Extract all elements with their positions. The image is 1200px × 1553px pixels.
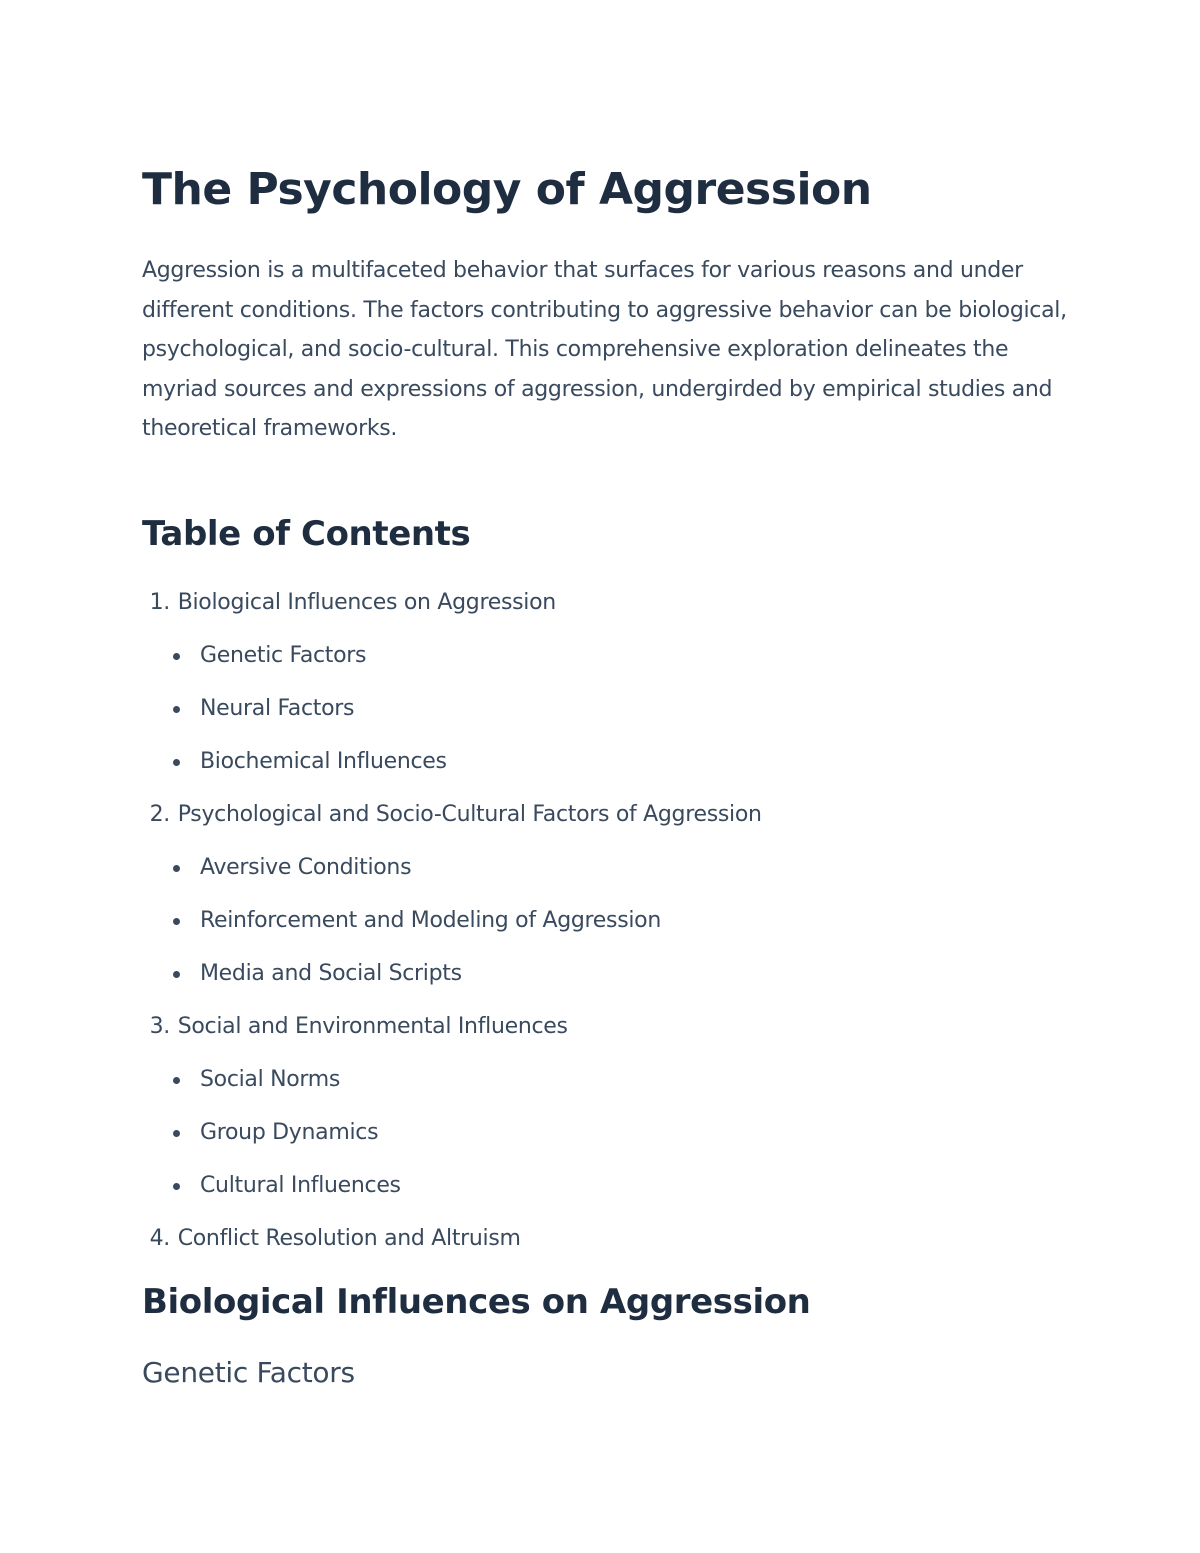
toc-subitem-label: Genetic Factors	[200, 643, 367, 668]
toc-subitem-label: Reinforcement and Modeling of Aggression	[200, 908, 661, 933]
toc-subitem-cultural-influences[interactable]	[142, 1166, 762, 1219]
toc-number: 2.	[149, 802, 170, 827]
toc-subitem-label: Cultural Influences	[200, 1173, 401, 1198]
toc-section-1	[142, 583, 762, 795]
bullet-icon	[173, 759, 180, 766]
toc-item-conflict-resolution[interactable]	[142, 1219, 762, 1272]
toc-subsection-list	[142, 1060, 762, 1219]
toc-subitem-label: Neural Factors	[200, 696, 355, 721]
toc-subitem-social-norms[interactable]	[142, 1060, 762, 1113]
toc-subitem-media-social-scripts[interactable]	[142, 954, 762, 1007]
bullet-icon	[173, 1077, 180, 1084]
toc-subitem-label: Media and Social Scripts	[200, 961, 462, 986]
toc-heading: Table of Contents	[142, 514, 471, 554]
toc-number: 3.	[149, 1014, 170, 1039]
toc-subitem-neural-factors[interactable]	[142, 689, 762, 742]
bullet-icon	[173, 1130, 180, 1137]
toc-subitem-label: Biochemical Influences	[200, 749, 447, 774]
toc-subitem-label: Aversive Conditions	[200, 855, 412, 880]
toc-subitem-label: Group Dynamics	[200, 1120, 379, 1145]
section-heading: Biological Influences on Aggression	[142, 1282, 811, 1322]
toc-subitem-biochemical-influences[interactable]	[142, 742, 762, 795]
toc-number: 1.	[149, 590, 170, 615]
toc-number: 4.	[149, 1226, 170, 1251]
toc-item-social-environmental[interactable]	[142, 1007, 762, 1060]
toc-item-label: Psychological and Socio-Cultural Factors of Aggression	[177, 802, 762, 827]
toc-subitem-label: Social Norms	[200, 1067, 341, 1092]
toc-item-label: Conflict Resolution and Altruism	[177, 1226, 521, 1251]
table-of-contents	[142, 583, 762, 1272]
bullet-icon	[173, 918, 180, 925]
subsection-heading: Genetic Factors	[142, 1356, 355, 1389]
bullet-icon	[173, 971, 180, 978]
toc-subitem-group-dynamics[interactable]	[142, 1113, 762, 1166]
toc-subitem-genetic-factors[interactable]	[142, 636, 762, 689]
bullet-icon	[173, 653, 180, 660]
toc-subitem-reinforcement-modeling[interactable]	[142, 901, 762, 954]
toc-item-psychological-socio-cultural[interactable]	[142, 795, 762, 848]
toc-subitem-aversive-conditions[interactable]	[142, 848, 762, 901]
toc-item-biological-influences[interactable]	[142, 583, 762, 636]
intro-paragraph: Aggression is a multifaceted behavior that surfaces for various reasons and under different conditions. The factors contributing to aggressive behavior can be biological, psychological, and socio-cultural. This comprehensive exploration delineates the myriad sources and expressions of aggression, undergirded by empirical studies and theoretical frameworks.	[142, 258, 1067, 442]
toc-item-label: Social and Environmental Influences	[177, 1014, 568, 1039]
bullet-icon	[173, 865, 180, 872]
toc-section-4	[142, 1219, 762, 1272]
toc-section-3	[142, 1007, 762, 1219]
page-title: The Psychology of Aggression	[142, 164, 872, 215]
bullet-icon	[173, 706, 180, 713]
toc-subsection-list	[142, 636, 762, 795]
bullet-icon	[173, 1183, 180, 1190]
toc-section-2	[142, 795, 762, 1007]
toc-subsection-list	[142, 848, 762, 1007]
toc-item-label: Biological Influences on Aggression	[177, 590, 556, 615]
